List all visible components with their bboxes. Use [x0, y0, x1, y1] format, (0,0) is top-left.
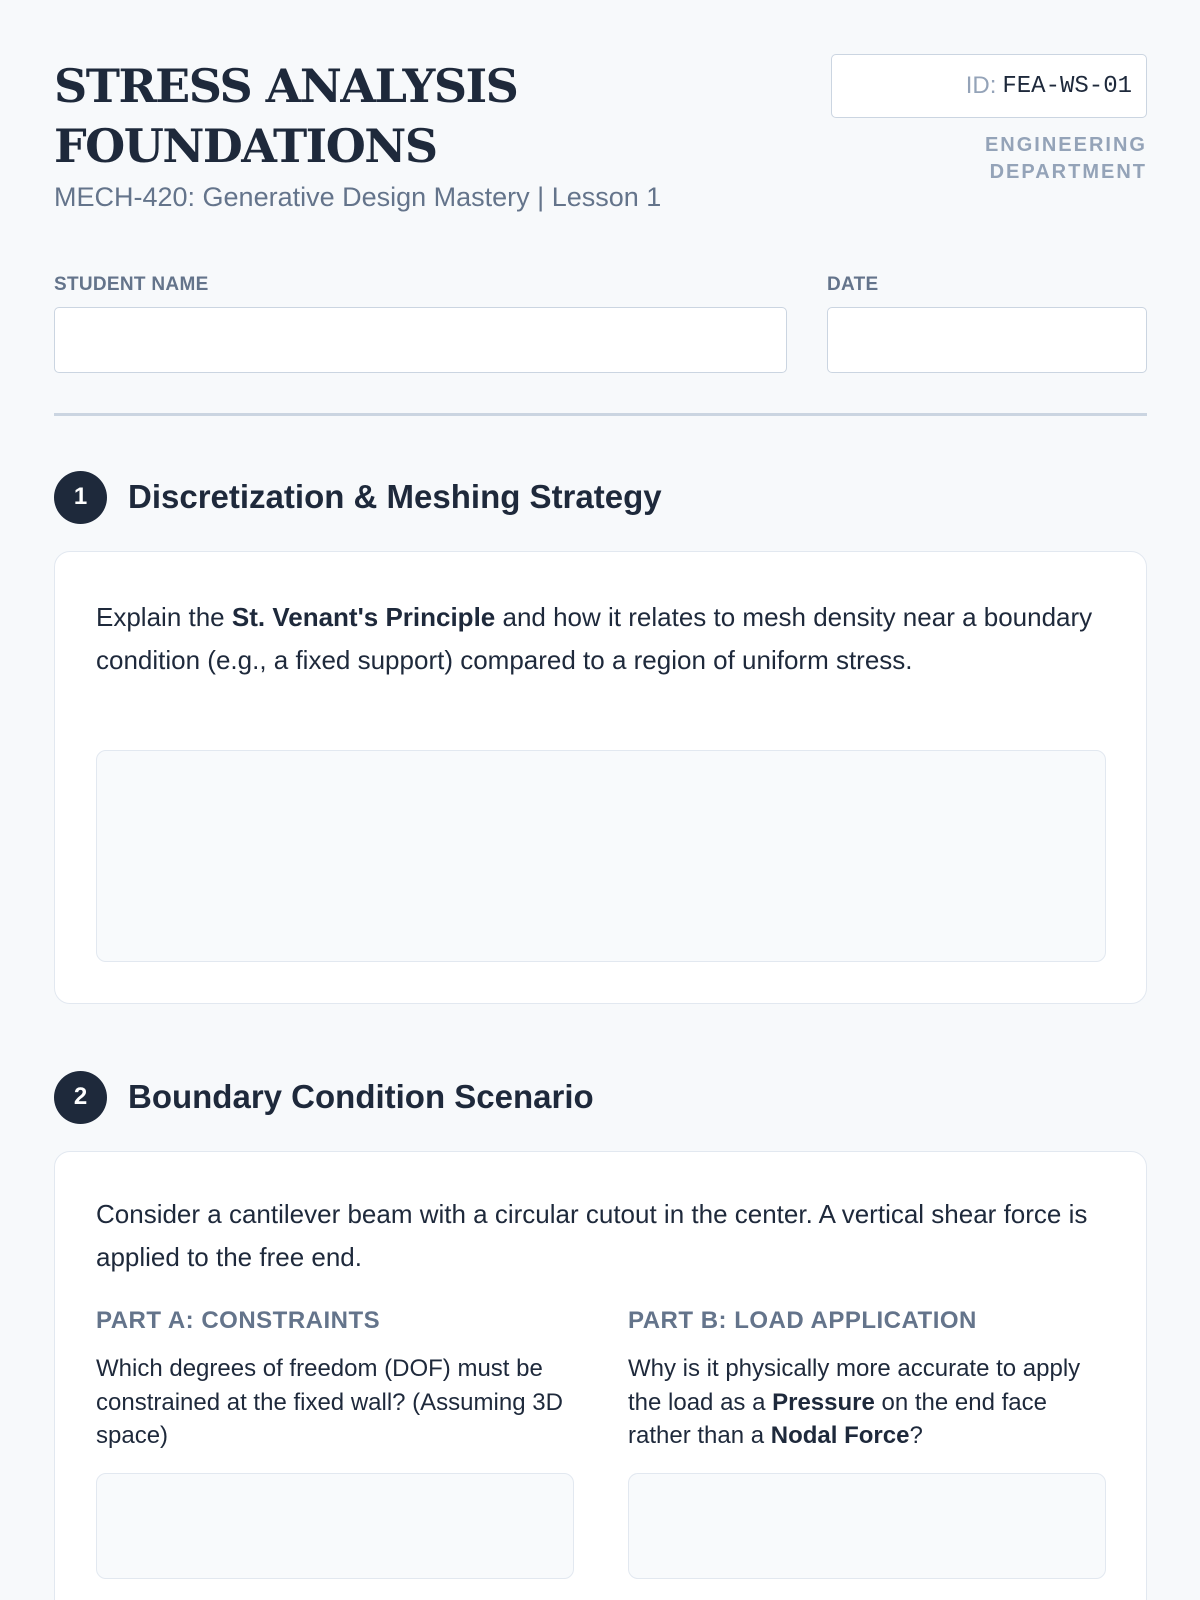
student-name-label: STUDENT NAME	[54, 274, 209, 295]
part-a-answer-box[interactable]	[96, 1473, 574, 1579]
section-title: Discretization & Meshing Strategy	[128, 478, 662, 515]
worksheet-page	[54, 0, 1147, 1600]
worksheet-id-value: FEA-WS-01	[1002, 72, 1132, 100]
part-b-label: PART B: LOAD APPLICATION	[628, 1307, 977, 1334]
section-2-header	[54, 1070, 1147, 1124]
worksheet-id-box	[831, 54, 1147, 118]
section-1-card	[54, 551, 1147, 1004]
section-2-card	[54, 1151, 1147, 1600]
date-input[interactable]	[827, 307, 1147, 373]
section-1-header	[54, 470, 1147, 524]
worksheet-id-label: ID:	[965, 72, 997, 99]
header-divider	[54, 413, 1147, 416]
answer-box[interactable]	[96, 750, 1106, 962]
key-term: St. Venant's Principle	[231, 602, 496, 632]
section-number-badge: 2	[54, 1071, 107, 1124]
student-name-input[interactable]	[54, 307, 787, 373]
scenario-prompt: Consider a cantilever beam with a circular cutout in the center. A vertical shear force is applied to the free end.	[96, 1199, 1088, 1272]
key-term: Pressure	[772, 1388, 875, 1416]
section-number-badge: 1	[54, 471, 107, 524]
question-prompt: Explain the St. Venant's Principle and how it relates to mesh density near a boundary condition (e.g., a fixed support) compared to a region of uniform stress.	[96, 602, 1093, 675]
date-label: DATE	[827, 274, 879, 295]
part-b-answer-box[interactable]	[628, 1473, 1106, 1579]
key-term: Nodal Force	[770, 1422, 910, 1449]
part-a-question: Which degrees of freedom (DOF) must be constrained at the fixed wall? (Assuming 3D space)	[96, 1355, 563, 1449]
part-b-question: Why is it physically more accurate to apply the load as a Pressure on the end face rather than a Nodal Force?	[628, 1355, 1081, 1449]
worksheet-header	[54, 54, 1147, 224]
department-label: ENGINEERING DEPARTMENT	[984, 134, 1147, 183]
course-subtitle: MECH-420: Generative Design Mastery | Lesson 1	[54, 182, 662, 212]
part-a-label: PART A: CONSTRAINTS	[96, 1307, 381, 1334]
page-title: STRESS ANALYSIS FOUNDATIONS	[54, 59, 518, 173]
section-title: Boundary Condition Scenario	[128, 1078, 594, 1115]
